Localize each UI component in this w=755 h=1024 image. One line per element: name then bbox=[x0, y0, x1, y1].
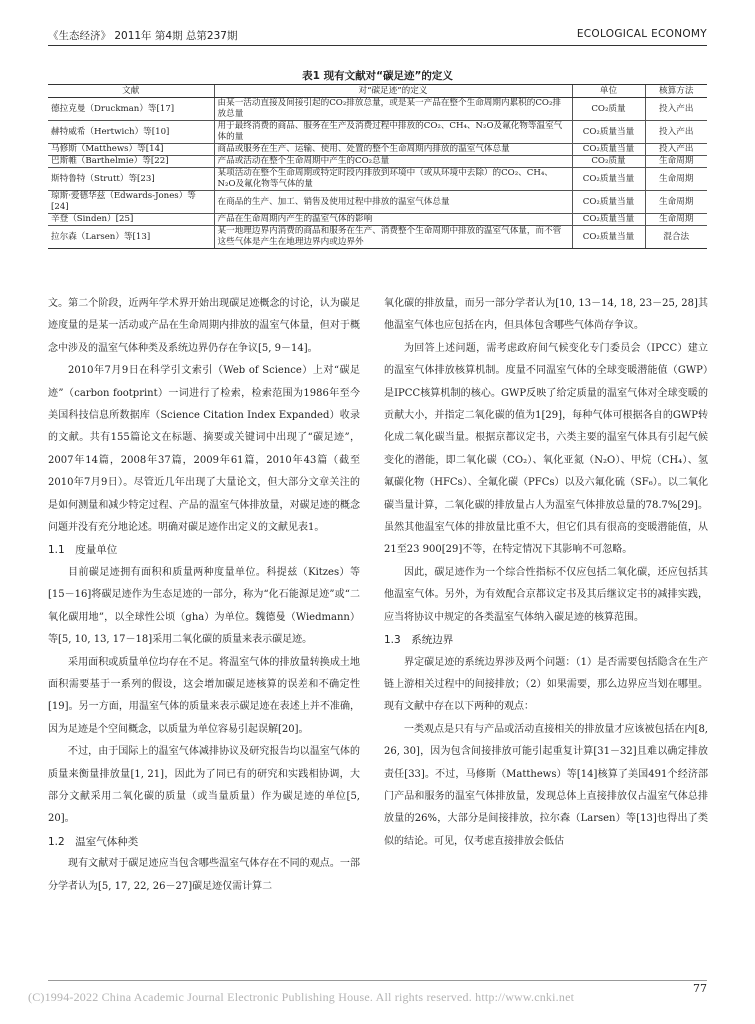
table-row bbox=[48, 226, 707, 249]
unit-cell: CO₂质量当量 bbox=[572, 168, 645, 191]
reference-cell: 辛登（Sinden）[25] bbox=[48, 214, 214, 226]
method-cell: 投入产出 bbox=[645, 144, 707, 156]
paragraph: 氧化碳的排放量，而另一部分学者认为[10, 13－14, 18, 23－25, 28]其他温室气体也应包括在内，但具体包含哪些气体尚存争议。 bbox=[384, 298, 708, 332]
table-row bbox=[48, 98, 707, 121]
unit-cell: CO₂质量当量 bbox=[572, 214, 645, 226]
method-cell: 生命周期 bbox=[645, 191, 707, 214]
header-cell: 单位 bbox=[572, 85, 645, 98]
definition-cell: 产品或活动在整个生命周期中产生的CO₂总量 bbox=[214, 156, 572, 168]
definition-cell: 产品在生命周期内产生的温室气体的影响 bbox=[214, 214, 572, 226]
unit-cell: CO₂质量当量 bbox=[572, 226, 645, 249]
definition-cell: 用于最终消费的商品、服务在生产及消费过程中排放的CO₂、CH₄、N₂O及氟化物等温室气体的量 bbox=[214, 121, 572, 144]
definition-cell: 某项活动在整个生命周期或特定时段内排放到环境中（或从环境中去除）的CO₂、CH₄、N₂O及氟化物等气体的量 bbox=[214, 168, 572, 191]
right-column bbox=[384, 293, 708, 853]
reference-cell: 斯特鲁特（Strutt）等[23] bbox=[48, 168, 214, 191]
paragraph: 不过，由于国际上的温室气体减排协议及研究报告均以温室气体的质量来衡量排放量[1, 21]，因此为了同已有的研究和实践相协调，大部分文献采用二氧化碳的质量（或当量质量）作为碳足迹的单位[5, 20]。 bbox=[48, 746, 360, 825]
paragraph: 一类观点是只有与产品或活动直接相关的排放量才应该被包括在内[8, 26, 30]，因为包含间接排放可能引起重复计算[31－32]且难以确定排放责任[33]。不过，马修斯（Matthews）等[14]核算了美国491个经济部门产品和服务的温室气体排放量，发现总体上直接排放仅占温室气体总排放量的26%，大部分是间接排放，拉尔森（Larsen）等[13]也得出了类似的结论。可见，仅考虑直接排放会低估 bbox=[384, 723, 708, 847]
paragraph: 采用面积或质量单位均存在不足。将温室气体的排放量转换成土地面积需要基于一系列的假设，这会增加碳足迹核算的误差和不确定性[19]。另一方面，用温室气体的质量来表示碳足迹在表述上并不准确，因为足迹是个空间概念，以质量为单位容易引起误解[20]。 bbox=[48, 656, 360, 735]
section-heading: 1.1 度量单位 bbox=[48, 544, 118, 557]
table-title: 表1 现有文献对“碳足迹”的定义 bbox=[302, 70, 453, 82]
table-row bbox=[48, 191, 707, 214]
paragraph: 现有文献对于碳足迹应当包含哪些温室气体存在不同的观点。一部分学者认为[5, 17, 22, 26－27]碳足迹仅需计算二 bbox=[48, 858, 360, 892]
unit-cell: CO₂质量 bbox=[572, 98, 645, 121]
paragraph: 目前碳足迹拥有面积和质量两种度量单位。科提兹（Kitzes）等[15－16]将碳足迹作为生态足迹的一部分，称为“化石能源足迹”或“二氧化碳用地”，以全球性公顷（gha）为单位。魏德曼（Wiedmann）等[5, 10, 13, 17－18]采用二氧化碳的质量来表示碳足迹。 bbox=[48, 566, 360, 646]
unit-cell: CO₂质量当量 bbox=[572, 191, 645, 214]
section-heading: 1.3 系统边界 bbox=[384, 634, 454, 647]
header-cell: 对“碳足迹”的定义 bbox=[214, 85, 572, 98]
method-cell: 混合法 bbox=[645, 226, 707, 249]
unit-cell: CO₂质量当量 bbox=[572, 121, 645, 144]
table-header-row bbox=[48, 85, 707, 98]
reference-cell: 赫特威希（Hertwich）等[10] bbox=[48, 121, 214, 144]
copyright-notice: (C)1994-2022 China Academic Journal Electronic Publishing House. All rights reserved. http://www.cnki.net bbox=[28, 990, 575, 1004]
table-row bbox=[48, 121, 707, 144]
paragraph: 文。第二个阶段，近两年学术界开始出现碳足迹概念的讨论，认为碳足迹度量的是某一活动或产品在生命周期内排放的温室气体量，但对于概念中涉及的温室气体种类及系统边界仍存在争议[5, 9－14]。 bbox=[48, 298, 360, 354]
method-cell: 生命周期 bbox=[645, 156, 707, 168]
reference-cell: 琼斯·爱德华兹（Edwards-Jones）等[24] bbox=[48, 191, 214, 214]
definition-cell: 由某一活动直接及间接引起的CO₂排放总量，或是某一产品在整个生命周期内累积的CO₂排放总量 bbox=[214, 98, 572, 121]
header-cell: 文献 bbox=[48, 85, 214, 98]
unit-cell: CO₂质量 bbox=[572, 156, 645, 168]
definitions-table bbox=[48, 84, 707, 249]
definition-cell: 某一地理边界内消费的商品和服务在生产、消费整个生命周期中排放的温室气体量，而不管这些气体是产生在地理边界内或边界外 bbox=[214, 226, 572, 249]
header-cell: 核算方法 bbox=[645, 85, 707, 98]
paragraph: 为回答上述问题，需考虑政府间气候变化专门委员会（IPCC）建立的温室气体排放核算机制。度量不同温室气体的全球变暖潜能值（GWP）是IPCC核算机制的核心。GWP反映了给定质量的温室气体对全球变暖的贡献大小，并指定二氧化碳的值为1[29]，每种气体可根据各自的GWP转化成二氧化碳当量。根据京都议定书，六类主要的温室气体具有引起气候变化的潜能，即二氧化碳（CO₂）、氧化亚氮（N₂O）、甲烷（CH₄）、氢氟碳化物（HFCs）、全氟化碳（PFCs）以及六氟化硫（SF₆）。以二氧化碳当量计算，二氧化碳的排放量占人为温室气体排放总量的78.7%[29]。虽然其他温室气体的排放量比重不大，但它们具有很高的变暖潜能值，从21至23 900[29]不等，在特定情况下其影响不可忽略。 bbox=[384, 342, 708, 556]
footer-rule bbox=[48, 980, 707, 981]
definition-cell: 商品或服务在生产、运输、使用、处置的整个生命周期内排放的温室气体总量 bbox=[214, 144, 572, 156]
method-cell: 生命周期 bbox=[645, 168, 707, 191]
reference-cell: 德拉克曼（Druckman）等[17] bbox=[48, 98, 214, 121]
journal-brand: ECOLOGICAL ECONOMY bbox=[576, 28, 707, 40]
table-row bbox=[48, 214, 707, 226]
method-cell: 生命周期 bbox=[645, 214, 707, 226]
reference-cell: 巴斯帷（Barthelmie）等[22] bbox=[48, 156, 214, 168]
left-column bbox=[48, 293, 360, 898]
reference-cell: 马修斯（Matthews）等[14] bbox=[48, 144, 214, 156]
table-row bbox=[48, 168, 707, 191]
paragraph: 2010年7月9日在科学引文索引（Web of Science）上对“碳足迹”（carbon footprint）一词进行了检索，检索范围为1986年至今美国科技信息所数据库（Science Citation Index Expanded）收录的文献。共有155篇论文在标题、摘要或关键词中出现了“碳足迹”，2007年14篇，2008年37篇，2009年61篇，2010年43篇（截至2010年7月9日）。尽管近几年出现了大量论文，但大部分文章关注的是如何测量和减少特定过程、产品的温室气体排放量，对碳足迹的概念问题并没有充分地论述。明确对碳足迹作出定义的文献见表1。 bbox=[48, 365, 360, 534]
journal-issue: 《生态经济》 2011年 第4期 总第237期 bbox=[48, 30, 238, 42]
table-row bbox=[48, 144, 707, 156]
unit-cell: CO₂质量当量 bbox=[572, 144, 645, 156]
table-row bbox=[48, 156, 707, 168]
page-number: 77 bbox=[693, 982, 707, 995]
header-rule bbox=[48, 45, 707, 46]
section-heading: 1.2 温室气体种类 bbox=[48, 835, 139, 848]
paragraph: 因此，碳足迹作为一个综合性指标不仅应包括二氧化碳，还应包括其他温室气体。另外，为有效配合京都议定书及其后继议定书的减排实践，应当将协议中规定的各类温室气体纳入碳足迹的核算范围。 bbox=[384, 566, 708, 623]
running-header bbox=[48, 26, 707, 44]
paragraph: 界定碳足迹的系统边界涉及两个问题：（1）是否需要包括隐含在生产链上游相关过程中的间接排放；（2）如果需要，那么边界应当划在哪里。现有文献中存在以下两种的观点： bbox=[384, 656, 708, 713]
reference-cell: 拉尔森（Larsen）等[13] bbox=[48, 226, 214, 249]
method-cell: 投入产出 bbox=[645, 121, 707, 144]
definition-cell: 在商品的生产、加工、销售及使用过程中排放的温室气体总量 bbox=[214, 191, 572, 214]
method-cell: 投入产出 bbox=[645, 98, 707, 121]
